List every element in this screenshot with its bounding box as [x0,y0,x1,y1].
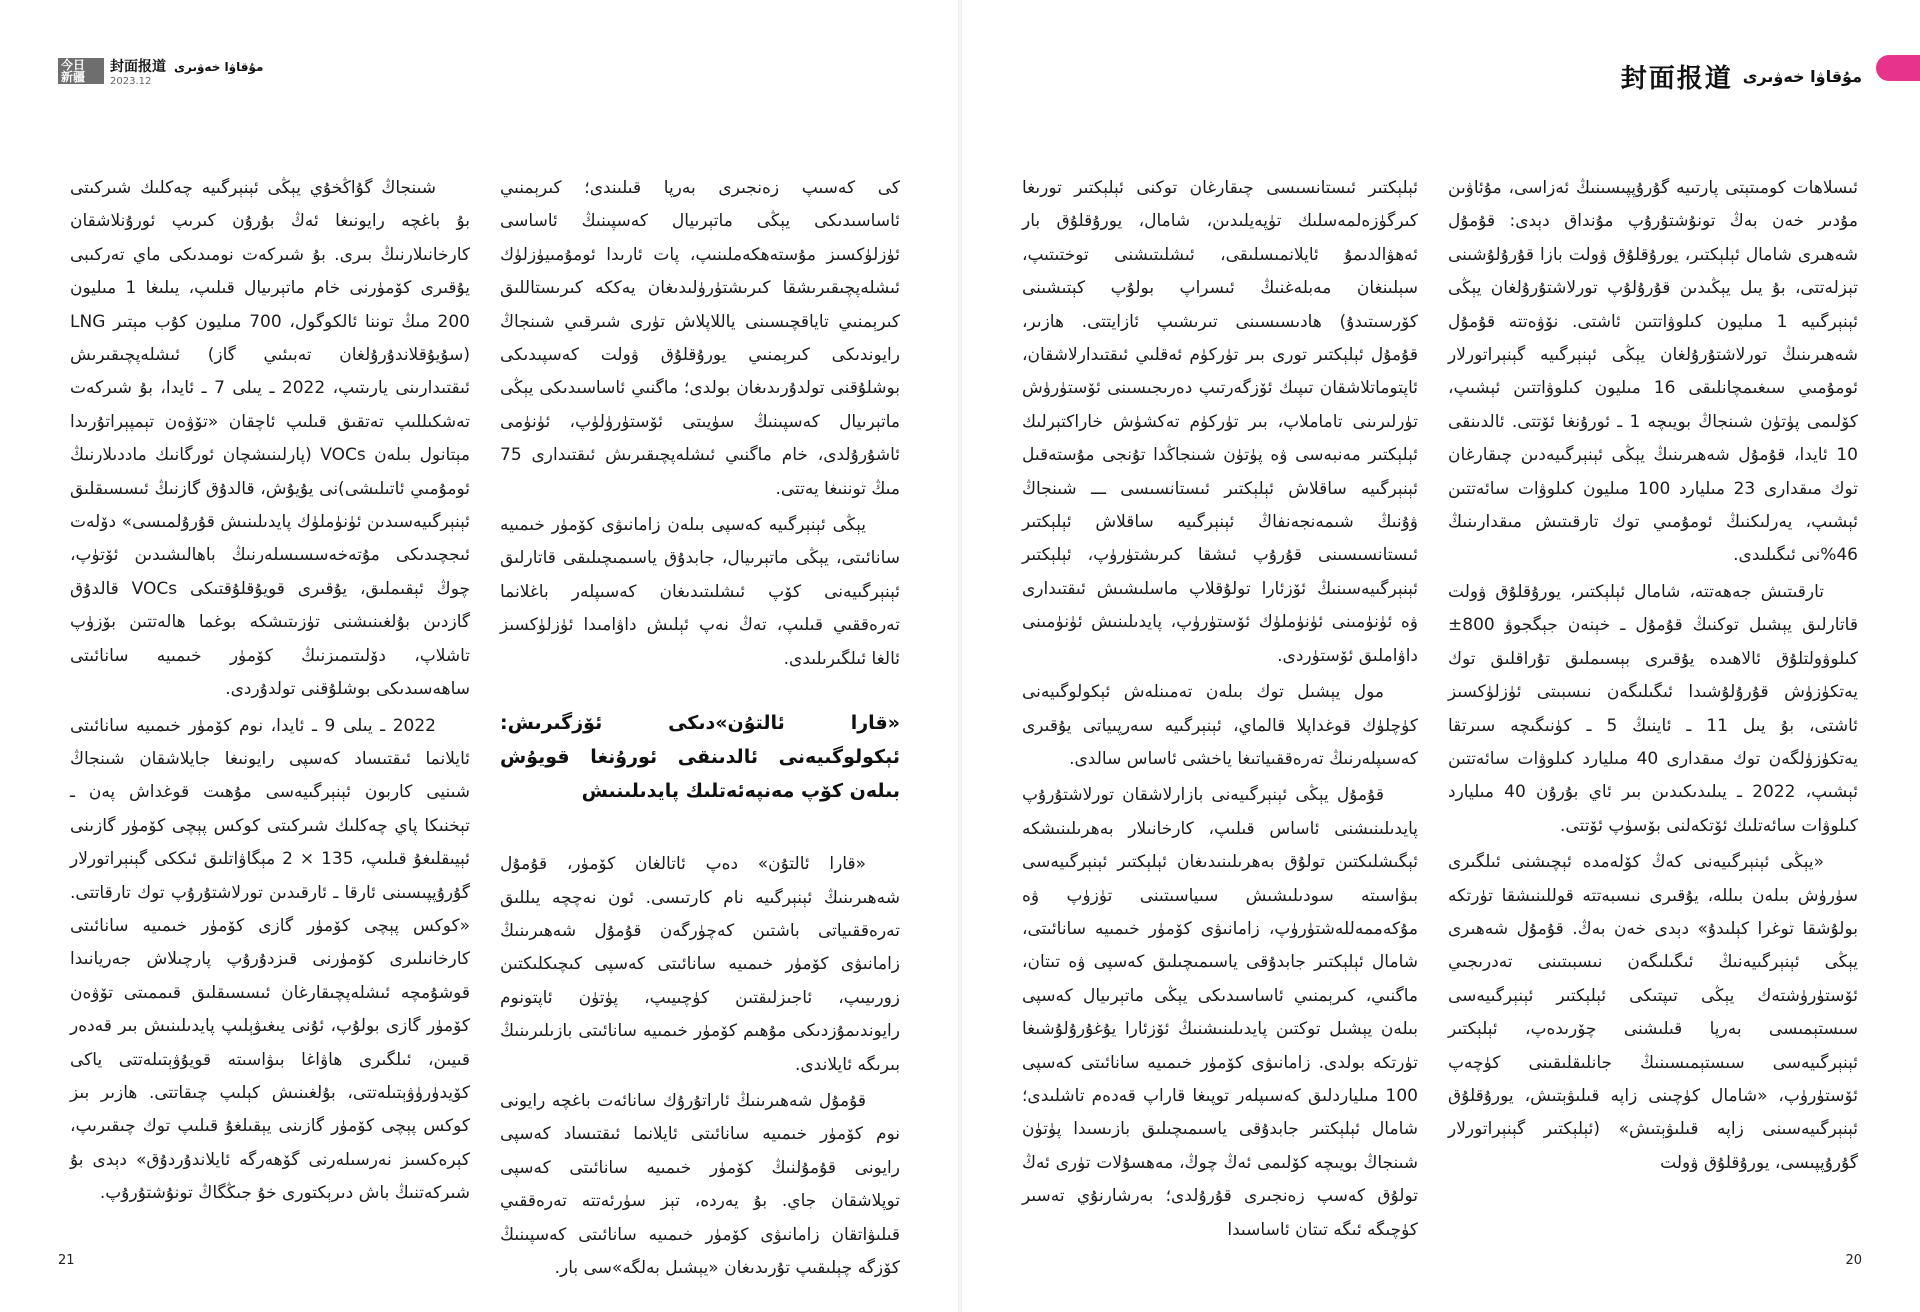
paragraph: كى كەسىپ زەنجىرى بەرپا قىلىندى؛ كىرېمنىي ئاساسىدىكى يېڭى ماتېرىيال كەسپىنىڭ ئاساسى ئۈزلۈكسىز مۇستەھكەملىنىپ، پات ئارىدا ئومۇمىيۈزلۈك ئىشلەپچىقىرىشقا كىرىشتۈرۈلىدىغان يەككە كىرىستاللىق كىرېمنىي تاياقچىسىنى ياللاپلاش تۈرى شىرقىي شىنجاڭ رايوندىكى كىرېمنىي يورۇقلۇق ۋولت كەسپىدىكى بوشلۇقنى تولدۇرىدىغان بولدى؛ ماگنىي ئاساسىدىكى يېڭى ماتېرىيال كەسپىنىڭ سۈيىتى ئۆستۈرۈلۈپ، ئۈنۈمى ئاشۇرۇلدى، خام ماگنىي ئىشلەپچىقىرىش ئىقتىدارى 75 مىڭ توننىغا يەتتى. [500,178,900,499]
issue-date: 2023.12 [110,75,152,87]
column-2 [1022,172,1418,1250]
paragraph: قۇمۇل شەھىرىنىڭ ئاراتۇرۇك سانائەت باغچە رايونى نوم كۆمۈر خىمىيە سانائىتى ئايلانما ئىقتىساد كەسپى رايونى قۇمۇلنىڭ كۆمۈر خىمىيە سانائىتى كەسپى توپلاشقان جاي. بۇ يەردە، تېز سۈرئەتتە تەرەققىي قىلىۋاتقان زامانىۋى كۆمۈر خىمىيە سانائىتى كەسپىنىڭ كۆزگە چېلىقىپ تۇرىدىغان «يېشىل بەلگە»سى بار. [500,1090,900,1278]
section-title-ug-right: مۇقاۋا خەۋىرى [1742,67,1862,86]
paragraph: ئېلېكتىر ئىستانسىسى چىقارغان توكنى ئېلېكتىر تورىغا كىرگۈزەلمەسلىك تۈپەيلىدىن، شامال، يورۇقلۇق بار ئەھۋالدىمۇ ئايلانمىسلىقى، ئىشلىتىشنى توختىتىپ، سېلىنغان مەبلەغنىڭ ئىسراپ بولۇپ كېتىشىنى كۆرسىتىدۇ) ھادىسىسىنى تىرىشىپ ئازايتتى. ھازىر، قۇمۇل ئېلېكتىر تورى بىر تۈركۈم ئەقلىي ئىقتىدارلاشقان، ئاپتوماتلاشقان تىپىك ئۆزگەرتىپ دەرىجىسىنى ئۆستۈرۈش تۈرلىرىنى تاماملاپ، بىر تۈركۈم تەكشۈش خاراكتېرلىك ئېلېكتىر مەنبەسى ۋە پۈتۈن شىنجاڭدا تۇنجى مۇستەقىل ئېنېرگىيە ساقلاش ئېلېكتىر ئىستانسىسى ـــ شىنجاڭ ۋۇنىڭ شىمەنجەنفاڭ ئېنېرگىيە ساقلاش ئېلېكتىر ئىستانسىسىنى قۇرۇپ ئىشقا كىرىشتۈرۈپ، ئېلېكتىر ئېنېرگىيەسىنىڭ ئۆزئارا تولۇقلاپ ماسلىشىش ئىقتىدارى ۋە ئۈنۈمىنى ئۈنۈملۈك ئۆستۈرۈپ، پايدىلىنىش ئۈنۈمىنى داۋاملىق ئۆستۈردى. [1022,178,1418,666]
paragraph: قۇمۇل يېڭى ئېنېرگىيەنى بازارلاشقان تورلاشتۇرۇپ پايدىلىنىشنى ئاساس قىلىپ، كارخانىلار بەھرىلىنىشكە ئېگىشلىكتىن تولۇق بەھرىلىنىدىغان ئېلېكتىر ئېنېرگىيەسى بىۋاسىتە سودىلىشىش سىياسىتىنى تۈزۈپ ۋە مۇكەممەللەشتۈرۈپ، زامانىۋى كۆمۈر خىمىيە سانائىتى، شامال ئېلېكتىر جابدۇقى ياسىمىچىلىق كەسپى ۋە تىتان، ماگنىي، كىرېمنىي ئاساسىدىكى يېڭى ماتېرىيال كەسپى بىلەن يېشىل توكتىن پايدىلىنىشنىڭ ئۆزئارا يۇغۇرۇلۇشىغا تۈرتكە بولدى. زامانىۋى كۆمۈر خىمىيە سانائىتى كەسپى 100 مىلياردلىق كەسىپلەر توپىغا قاراپ قەدەم تاشلىدى؛ شامال ئېلېكتىر جابدۇقى ياسىمىچىلىق بازىسىدا پۈتۈن شىنجاڭ بويىچە كۆلىمى ئەڭ چوڭ، مەھسۇلات تۈرى ئەڭ تولۇق كەسپ زەنجىرى قۇرۇلدى؛ بەرشارنۇي تەسىر كۈچىگە ئىگە تىتان ئاساسىدا [1022,785,1418,1240]
logo-line-1: 今日 [61,58,86,72]
paragraph: يېڭى ئېنېرگىيە كەسپى بىلەن زامانىۋى كۆمۈر خىمىيە سانائىتى، يېڭى ماتېرىيال، جابدۇق ياسىمىچىلىقى قاتارلىق ئېنېرگىيەنى كۆپ ئىشلىتىدىغان كەسىپلەر باغلانما تەرەققىي قىلىپ، تەڭ نەپ ئېلىش داۋامىدا ئۈزلۈكسىز ئالغا ئىلگىرىلىدى. [500,515,900,669]
column-4 [70,172,470,1214]
section-title-cn: 封面报道 [110,58,166,75]
subsection-heading: «قارا ئالتۇن»دىكى ئۆزگىرىش: ئېكولوگىيەنى ئالدىنقى ئورۇنغا قويۇش بىلەن كۆپ مەنپەئەتلىك پايدىلىنىش [500,712,900,803]
section-color-tab [1876,55,1920,81]
paragraph: شىنجاڭ گۇاڭخۇي يېڭى ئېنېرگىيە چەكلىك شىركىتى بۇ باغچە رايونىغا ئەڭ بۇرۇن كىرىپ ئورۇنلاشقان كارخانىلارنىڭ بىرى. بۇ شىركەت نومىدىكى ماي تەركىبى يۇقىرى كۆمۈرنى خام ماتېرىيال قىلىپ، يىلىغا 1 مىليون 200 مىڭ توننا ئالكوگول، 700 مىليون كۇب مېتىر LNG (سۇيۇقلاندۇرۇلغان تەبىئىي گاز) ئىشلەپچىقىرىش ئىقتىدارىنى يارىتىپ، 2022 ـ يىلى 7 ـ ئايدا، بۇ شىركەت تەشكىللىپ تەتقىق قىلىپ ئاچقان «تۆۋەن تېمپېراتۇرىدا مېتانول بىلەن VOCs (پارلىنىشچان ئورگانىك ماددىلارنىڭ ئومۇمىي ئاتىلىشى)نى يۇيۇش، قالدۇق گازنىڭ ئىسسىقلىق ئېنېرگىيەسىدىن ئۈنۈملۈك پايدىلىنىش قۇرۇلمىسى» دۆلەت ئىجچىدىكى مۇتەخەسسىسلەرنىڭ باھالىشىدىن ئۆتۈپ، چوڭ ئېقىملىق، يۇقىرى قويۇقلۇقتىكى VOCs قالدۇق گازدىن بۇلغىنىشنى تۈزىتىشكە بوغما ھالەتتىن بۆزۈپ تاشلاپ، دۆلىتىمىزنىڭ كۆمۈر خىمىيە سانائىتى ساھەسىدىكى بوشلۇقنى تولدۇردى. [70,178,470,700]
magazine-logo [58,58,104,84]
paragraph: «قارا ئالتۇن» دەپ ئاتالغان كۆمۈر، قۇمۇل شەھىرىنىڭ ئېنېرگىيە نام كارتىسى. ئون نەچچە يىللىق تەرەققىياتى باشتىن كەچۈرگەن قۇمۇل شەھىرىنىڭ زامانىۋى كۆمۈر خىمىيە سانائىتى كەسپى كىچىكلىكتىن زورىيىپ، ئاجىزلىقتىن كۈچىيىپ، پۈتۈن ئاپتونوم رايوندىمۇزدىكى مۇھىم كۆمۈر خىمىيە سانائىتى بازىلىرىنىڭ بىرىگە ئايلاندى. [500,854,900,1075]
paragraph: 2022 ـ يىلى 9 ـ ئايدا، نوم كۆمۈر خىمىيە سانائىتى ئايلانما ئىقتىساد كەسپى رايونىغا جايلاشقان شىنجاڭ شىنيى كاربون ئېنېرگىيەسى مۇھىت قوغداش پەن ـ تېخنىكا پاي چەكلىك شىركىتى كوكس پېچى كۆمۈر گازىنى ئېيىقلىغۇ قىلىپ، 135 × 2 مېگاۋاتلىق ئىككى گېنېراتورلار گۇرۇپپىسىنى ئارقا ـ ئارقىدىن تورلاشتۇرۇپ توك تارقاتتى. «كوكس پېچى كۆمۈر گازى كۆمۈر خىمىيە سانائىتى كارخانىلىرى كۆمۈرنى قىزدۇرۇپ پارچىلاش جەريانىدا قوشۇمچە ئىشلەپچىقارغان ئىسسىقلىق قىممىتى تۆۋەن كۆمۈر گازى بولۇپ، ئۇنى يىغىۋېلىپ پايدىلىنىش بىر قەدەر قىيىن، ئىلگىرى ھاۋاغا بىۋاسىتە قويۇۋېتىلەتتى ياكى كۆيدۈرۈۋېتىلەتتى، بۇلغىنىش كېلىپ چىقاتتى. ھازىر بىز كوكس پېچى كۆمۈر گازىنى يېقىلغۇ قىلىپ توك چىقىرىپ، كېرەكسىز نەرسىلەرنى گۆھەرگە ئايلاندۇردۇق» دېدى بۇ شىركەتنىڭ باش دىرېكتورى خۇ جىڭگاڭ تونۇشتۇرۇپ. [70,715,470,1204]
right-running-header [1621,58,1862,95]
page-number-right: 20 [1845,1253,1862,1268]
column-3 [500,172,900,1288]
section-title-ug: مۇقاۋا خەۋىرى [174,59,264,74]
paragraph: «يېڭى ئېنېرگىيەنى كەڭ كۆلەمدە ئېچىشنى ئىلگىرى سۈرۈش بىلەن بىللە، يۇقىرى نىسبەتتە قوللىنىشقا تۈرتكە بولۇشقا توغرا كېلىدۇ» دېدى خەن بەڭ. قۇمۇل شەھىرى يېڭى ئېنېرگىيەنىڭ ئىگىلىگەن نىسبىتىنى تەدرىجىي ئۆستۈرۈشتەك يېڭى تىپتىكى ئېلېكتىر ئېنېرگىيەسى سىستېمىسى بەرپا قىلىشنى چۆرىدەپ، ئېلېكتىر ئېنېرگىيەسى سىستېمىسىنىڭ جانلىقلىقىنى كۈچەپ ئۆستۈرۈپ، «شامال كۈچىنى زاپە قىلىۋېتىش، يورۇقلۇق ئېنېرگىيەسىنى زاپە قىلىۋېتىش» (ئېلېكتىر گېنېراتورلار گۇرۇپپىسى، يورۇقلۇق ۋولت [1448,852,1858,1173]
paragraph: مول يېشىل توك بىلەن تەمىنلەش ئېكولوگىيەنى كۈچلۈك قوغداپلا قالماي، ئېنېرگىيە سەرپىياتى يۇقىرى كەسىپلەرنىڭ تەرەققىياتىغا ياخشى ئاساس سالدى. [1022,682,1418,769]
page-number-left: 21 [58,1253,75,1268]
left-running-header [58,56,263,86]
logo-line-2: 新疆 [61,70,86,84]
section-title-cn-right: 封面报道 [1620,64,1733,94]
paragraph: تارقىتىش جەھەتتە، شامال ئېلېكتىر، يورۇقلۇق ۋولت قاتارلىق يېشىل توكنىڭ قۇمۇل ـ خېنەن جېگجوۋ 800± كىلوۋولتلۇق ئالاھىدە يۇقىرى بېسىملىق تۇراقلىق توك يەتكۈزۈش قۇرۇلۇشىدا ئىگىلىگەن نىسبىتى ئۈزلۈكسىز ئاشتى، بۇ يىل 11 ـ ئاينىڭ 5 ـ كۈنىگىچە سىرتقا يەتكۈزۈلگەن توك مىقدارى 40 مىليارد كىلوۋات سائەتتىن ئېشىپ، 2022 ـ يىلىدىكىدىن بىر ئاي بۇرۇن 40 مىليارد كىلوۋات سائەتلىك ئۆتكەلنى بۆسۈپ ئۆتتى. [1448,581,1859,836]
column-1 [1448,172,1858,1183]
paragraph: ئىسلاھات كومىتېتى پارتىيە گۇرۇپپىسىنىڭ ئەزاسى، مۇئاۋىن مۇدىر خەن بەڭ تونۇشتۇرۇپ مۇنداق دېدى: قۇمۇل شەھىرى شامال ئېلېكتىر، يورۇقلۇق ۋولت بازا قۇرۇلۇشىنى تېزلەتتى، بۇ يىل يېڭىدىن قۇرۇلۇپ تورلاشتۇرۇلغان يېڭى ئېنېرگىيە 1 مىليون كىلوۋاتتىن ئاشتى. نۆۋەتتە قۇمۇل شەھىرىنىڭ تورلاشتۇرۇلغان يېڭى ئېنېرگىيە گېنېراتورلار ئومۇمىي سىغىمچانلىقى 16 مىليون كىلوۋاتتىن ئېشىپ، كۆلىمى پۈتۈن شىنجاڭ بويىچە 1 ـ ئورۇنغا ئۆتتى. ئالدىنقى 10 ئايدا، قۇمۇل شەھىرىنىڭ يېڭى ئېنېرگىيەدىن چىقارغان توك مىقدارى 23 مىليارد 100 مىليون كىلوۋات سائەتتىن ئېشىپ، يەرلىكنىڭ ئومۇمىي توك تارقىتىش مىقدارىنىڭ 46%نى ئىگىلىدى. [1448,178,1858,566]
